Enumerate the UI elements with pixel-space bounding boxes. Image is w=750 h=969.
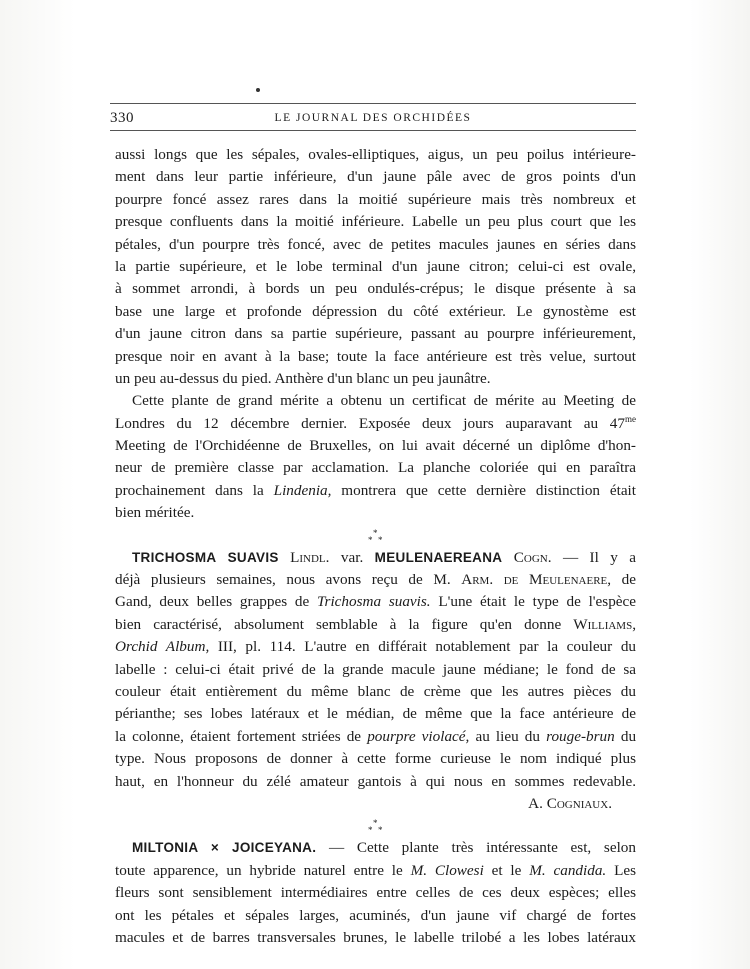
text-line: haut, en l'honneur du zélé amateur gantois à qui nous en sommes redevable. xyxy=(115,772,636,790)
text-line: aussi longs que les sépales, ovales-elliptiques, aigus, un peu poilus intérieure- xyxy=(115,146,636,163)
article-body xyxy=(115,144,636,949)
text-line: couleur était entièrement du même blanc de crème que les autres pièces du xyxy=(115,682,636,700)
variety-name: MEULENAEREANA xyxy=(374,549,503,565)
text-line: la partie supérieure, et le lobe terminal d'un jaune citron; celui-ci est ovale, xyxy=(115,257,636,275)
page-number: 330 xyxy=(110,110,134,126)
text-line: ont les pétales et sépales larges, acuminés, d'un jaune vif chargé de fortes xyxy=(115,906,636,924)
running-header xyxy=(110,108,636,128)
paragraph-description xyxy=(115,144,636,390)
text-line: base une large et profonde dépression du côté extérieur. Le gynostème est xyxy=(115,302,636,320)
paragraph-merit xyxy=(115,390,636,524)
text-line: macules et de barres transversales brunes, le labelle trilobé a les lobes latéraux xyxy=(115,928,636,946)
text-line: déjà plusieurs semaines, nous avons reçu de M. Arm. de Meulenaere, de xyxy=(115,571,636,589)
asterism-separator: * * * xyxy=(368,527,383,545)
text-line: Cette plante de grand mérite a obtenu un certificat de mérite au Meeting de xyxy=(132,392,636,410)
section-heading: MILTONIA × JOICEYANA. — Cette plante très intéressante est, selon xyxy=(132,839,636,857)
author-signature: A. Cogniaux. xyxy=(528,794,612,812)
text-line: neur de première classe par acclamation. La planche coloriée qui en paraîtra xyxy=(115,459,636,477)
section-heading: TRICHOSMA SUAVIS Lindl. var. MEULENAEREANA Cogn. — Il y a xyxy=(132,548,636,566)
text-line: toute apparence, un hybride naturel entre le M. Clowesi et le M. candida. Les xyxy=(115,861,636,879)
text-line: bien méritée. xyxy=(115,504,195,522)
running-title: LE JOURNAL DES ORCHIDÉES xyxy=(274,112,472,124)
text-line: fleurs sont sensiblement intermédiaires entre celles de ces deux espèces; elles xyxy=(115,884,636,902)
species-name: TRICHOSMA SUAVIS xyxy=(132,549,279,565)
text-line: pétales, d'un pourpre très foncé, avec de petites macules jaunes en séries dans xyxy=(115,235,636,253)
text-line: d'un jaune citron dans sa partie supérieure, passant au pourpre inférieurement, xyxy=(115,325,636,343)
section-trichosma xyxy=(115,547,636,816)
text-line: un peu au-dessus du pied. Anthère d'un blanc un peu jaunâtre. xyxy=(115,369,491,387)
text-line: la colonne, étaient fortement striées de pourpre violacé, au lieu du rouge-brun du xyxy=(115,727,637,745)
text-line: prochainement dans la Lindenia, montrera que cette dernière distinction était xyxy=(115,481,637,499)
text-line: bien caractérisé, absolument semblable à la figure qu'en donne Williams, xyxy=(115,615,637,633)
text-line: Meeting de l'Orchidéenne de Bruxelles, on lui avait décerné un diplôme d'hon- xyxy=(115,437,636,455)
header-rule-top xyxy=(110,103,636,104)
text-line: pourpre foncé assez rares dans la moitié supérieure mais très nombreux et xyxy=(115,190,636,208)
text-line: type. Nous proposons de donner à cette forme curieuse le nom indiqué plus xyxy=(115,750,636,768)
section-miltonia xyxy=(115,837,636,949)
asterism-separator: * * * xyxy=(368,818,383,836)
text-line: Gand, deux belles grappes de Trichosma suavis. L'une était le type de l'espèce xyxy=(115,593,637,611)
header-rule-bottom xyxy=(110,130,636,131)
text-line: presque noir en avant à la base; toute la face antérieure est très velue, surtout xyxy=(115,347,636,365)
text-line: périanthe; ses lobes latéraux et le médian, de même que la face antérieure de xyxy=(115,705,636,723)
text-line: Orchid Album, III, pl. 114. L'autre en différait notablement par la couleur du xyxy=(115,638,637,656)
lindenia-title: Lindenia, xyxy=(273,481,332,499)
text-line: ment dans leur partie inférieure, d'un jaune pâle avec de gros points d'un xyxy=(115,168,636,186)
hybrid-name: MILTONIA × JOICEYANA. xyxy=(132,840,317,856)
text-line: presque confluents dans la moitié inférieure. Labelle un peu plus court que les xyxy=(115,213,636,231)
text-line: labelle : celui-ci était privé de la grande macule jaune médiane; le fond de sa xyxy=(115,660,636,678)
text-line: Londres du 12 décembre dernier. Exposée deux jours auparavant au $47^{me}$ xyxy=(115,413,636,432)
text-line: à sommet arrondi, à bords un peu ondulés-crépus; le disque présente à sa xyxy=(115,280,636,298)
ink-speck xyxy=(256,88,260,92)
